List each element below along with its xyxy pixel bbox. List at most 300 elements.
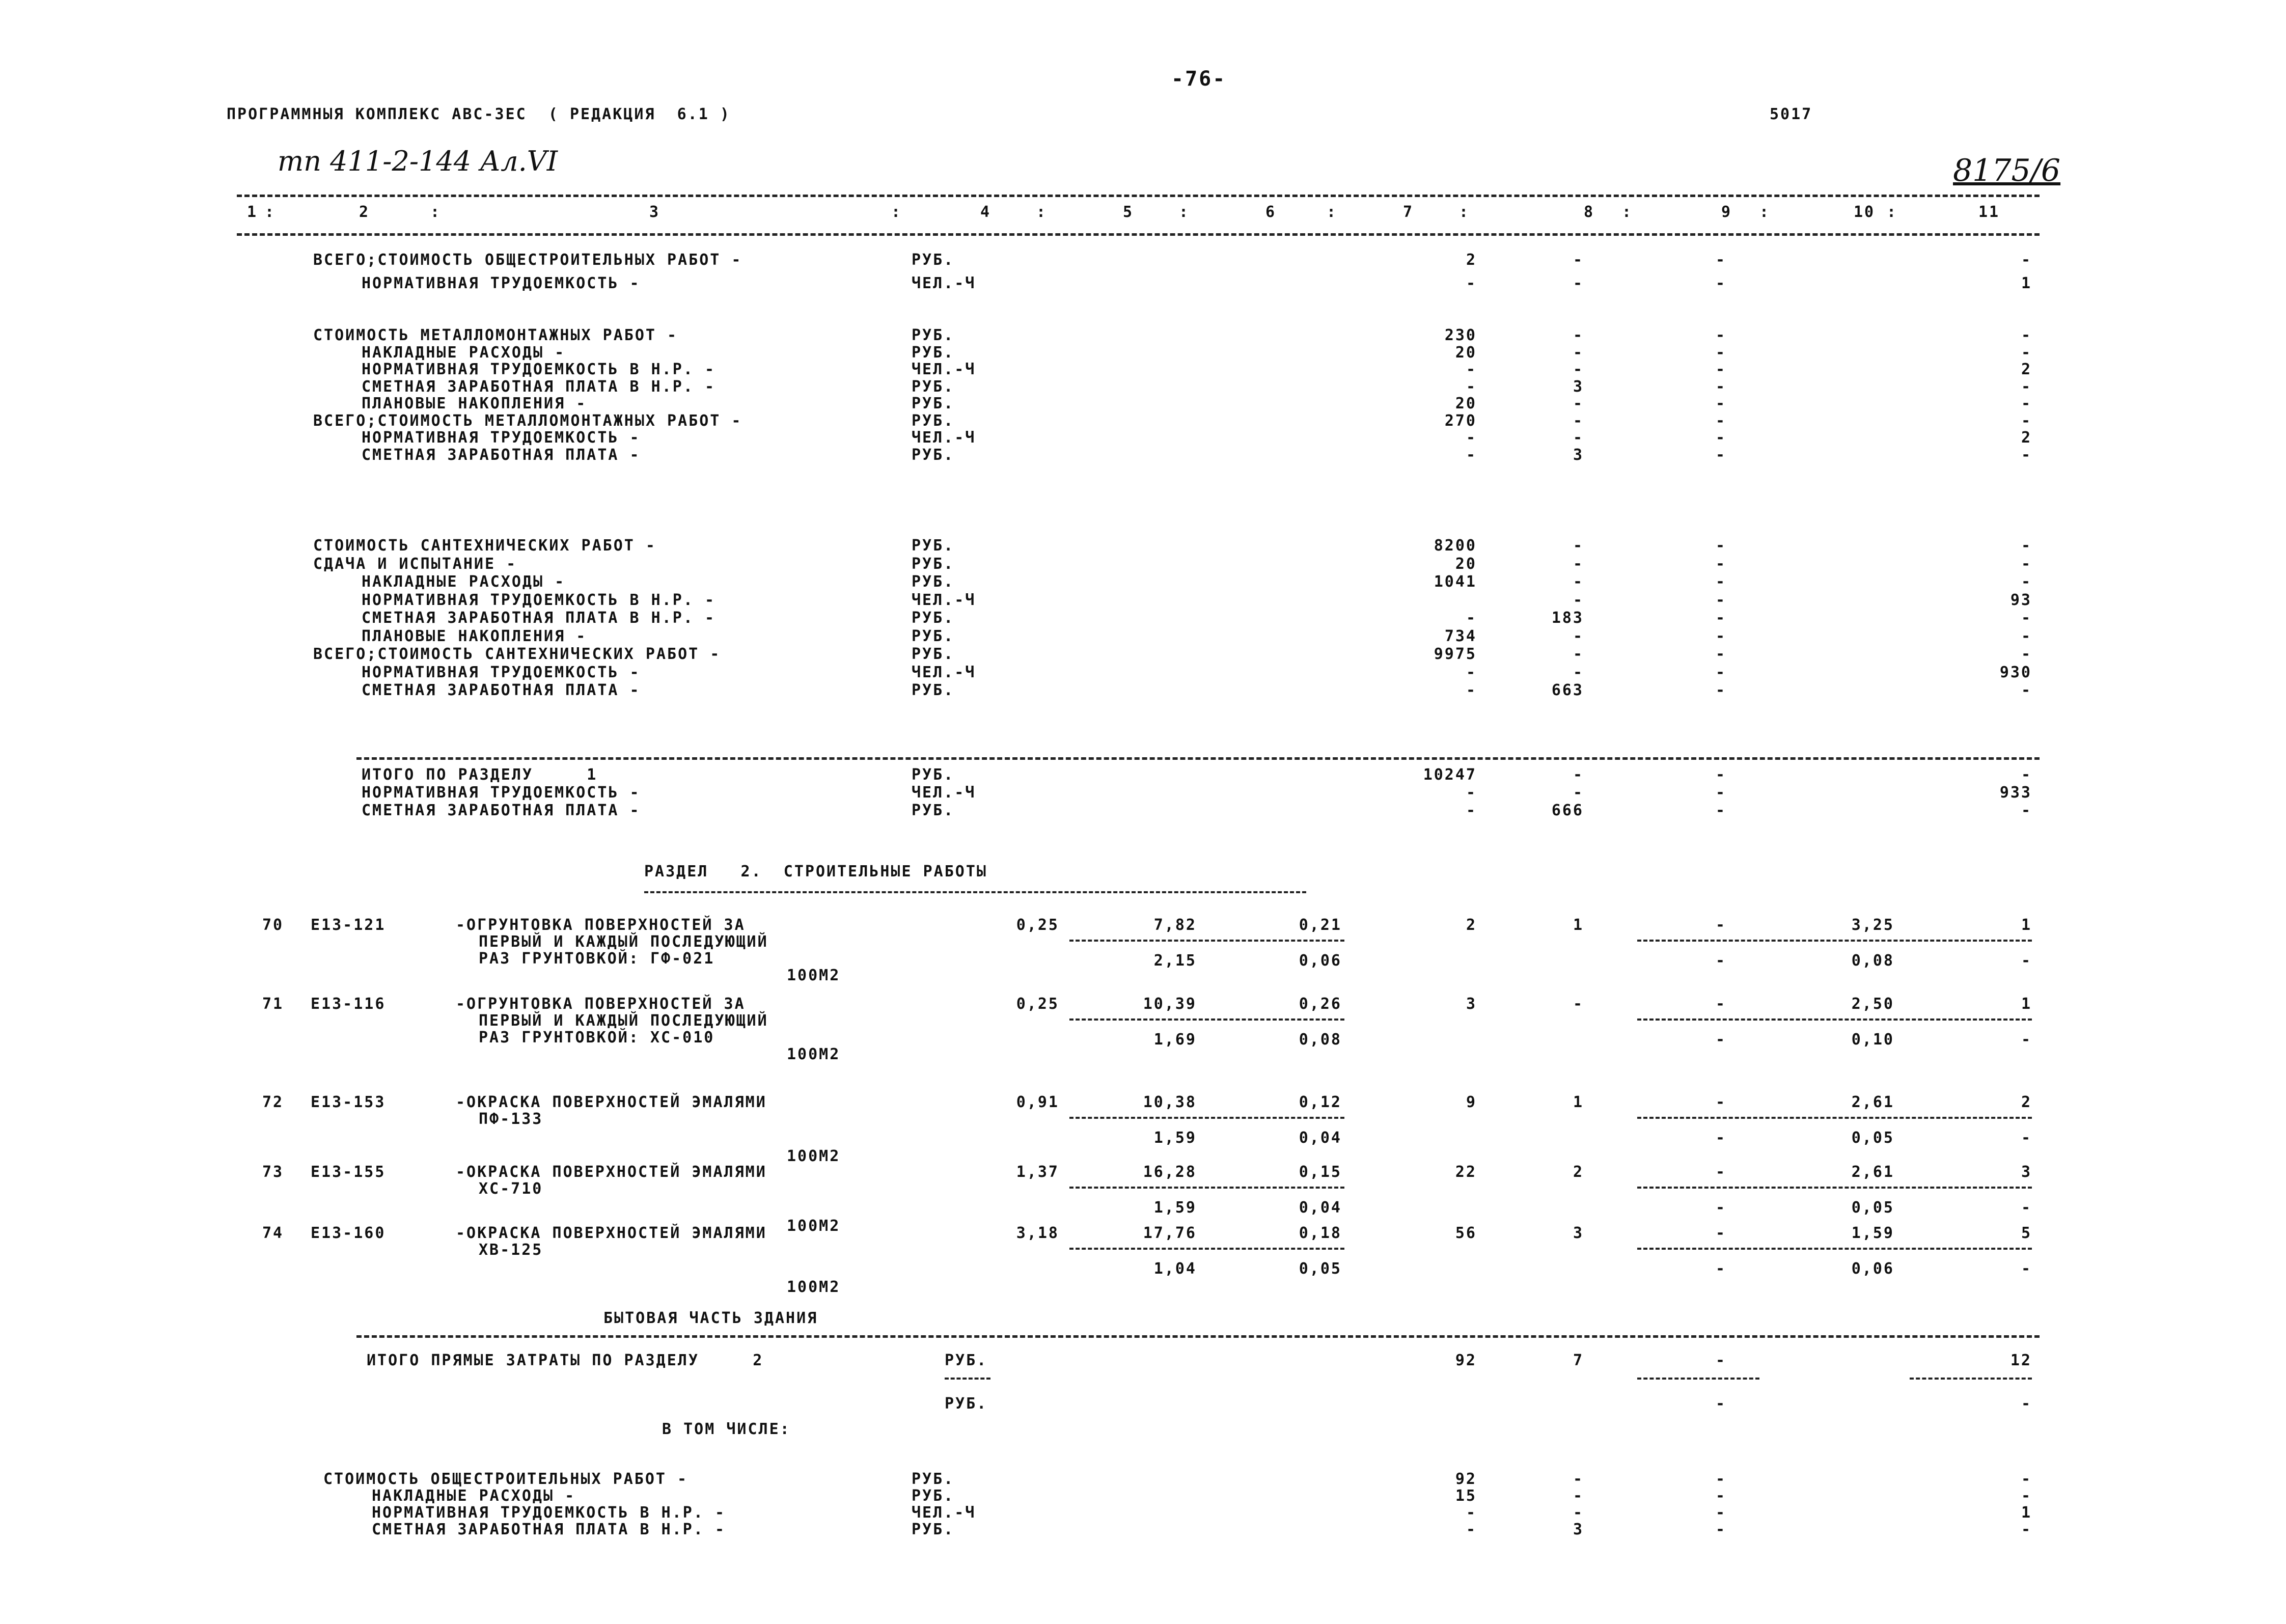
estimate-item-71-col6-total: 0,26 [1299, 995, 1342, 1013]
estimate-item-74-col9-sub: - [1715, 1260, 1726, 1278]
plumbing-works-row-col8: - [1573, 627, 1584, 645]
column-separator: : [891, 203, 902, 221]
plumbing-works-row-unit: РУБ. [912, 609, 955, 627]
estimate-item-71-number: 71 [262, 995, 284, 1013]
estimate-item-70-description: ПЕРВЫЙ И КАЖДЫЙ ПОСЛЕДУЮЩИЙ [479, 933, 768, 951]
estimate-item-73-col11-sub: - [2021, 1199, 2032, 1217]
metal-works-row-col9: - [1715, 411, 1726, 430]
estimate-item-72-number: 72 [262, 1093, 284, 1111]
estimate-item-72-description: ПФ-133 [479, 1110, 543, 1128]
metal-works-row-col11: - [2021, 326, 2032, 344]
estimate-item-74-col9: - [1715, 1224, 1726, 1242]
plumbing-works-row-col11: 93 [2010, 591, 2032, 609]
estimate-item-72-description: -ОКРАСКА ПОВЕРХНОСТЕЙ ЭМАЛЯМИ [456, 1093, 767, 1111]
estimate-item-70-col6-total: 0,21 [1299, 916, 1342, 934]
estimate-item-71-col8: - [1573, 995, 1584, 1013]
general-works-section2-row-unit: РУБ. [912, 1521, 955, 1538]
estimate-item-73-sub-rule-right [1637, 1187, 2032, 1189]
general-works-row-col8: - [1573, 251, 1584, 269]
plumbing-works-row-col9: - [1715, 663, 1726, 681]
page-number: -76- [1171, 67, 1227, 91]
general-works-section2-row-unit: ЧЕЛ.-Ч [912, 1504, 976, 1522]
estimate-item-71-col10-total: 2,50 [1851, 995, 1894, 1013]
metal-works-row-unit: РУБ. [912, 446, 955, 464]
general-works-row-col8: - [1573, 274, 1584, 292]
general-works-row-col9: - [1715, 274, 1726, 292]
plumbing-works-row-col9: - [1715, 645, 1726, 663]
estimate-item-73-col9: - [1715, 1163, 1726, 1181]
handwritten-project: тп 411-2-144 Ал.VI [278, 145, 558, 177]
estimate-item-73-description: -ОКРАСКА ПОВЕРХНОСТЕЙ ЭМАЛЯМИ [456, 1163, 767, 1181]
estimate-item-71-col10-wage: 0,10 [1851, 1031, 1894, 1049]
section1-total-row-col8: - [1573, 784, 1584, 802]
estimate-item-73-col10-total: 2,61 [1851, 1163, 1894, 1181]
plumbing-works-row-col7: - [1466, 609, 1477, 627]
estimate-item-71-col4: 0,25 [1016, 995, 1059, 1013]
plumbing-works-row-col9: - [1715, 537, 1726, 555]
estimate-item-71-col5-total: 10,39 [1143, 995, 1197, 1013]
section1-total-rule [356, 757, 2040, 760]
general-works-section2-row-col8: - [1573, 1504, 1584, 1522]
plumbing-works-row-col8: 663 [1551, 681, 1584, 699]
program-header: ПРОГРАММНЫЯ КОМПЛЕКС АВС-3ЕС ( РЕДАКЦИЯ 6.1 ) [227, 105, 731, 123]
including-label: В ТОМ ЧИСЛЕ: [662, 1420, 791, 1438]
general-works-section2-row-col9: - [1715, 1470, 1726, 1488]
general-works-section2-row-col8: - [1573, 1470, 1584, 1488]
plumbing-works-row-col11: - [2021, 681, 2032, 699]
estimate-item-70-col9-sub: - [1715, 952, 1726, 970]
metal-works-row-col11: 2 [2021, 361, 2032, 378]
section2-title-rule [644, 891, 1306, 893]
general-works-section2-row-unit: РУБ. [912, 1470, 955, 1488]
general-works-section2-row-unit: РУБ. [912, 1487, 955, 1505]
plumbing-works-row-col9: - [1715, 555, 1726, 573]
estimate-item-71-unit: 100М2 [787, 1045, 841, 1063]
estimate-item-74-col11-sub: - [2021, 1260, 2032, 1278]
section2-total-col9: - [1715, 1352, 1726, 1369]
subsection-label: БЫТОВАЯ ЧАСТЬ ЗДАНИЯ [603, 1309, 818, 1327]
section2-total-col11: 12 [2010, 1352, 2032, 1369]
estimate-item-74-number: 74 [262, 1224, 284, 1242]
section1-total-row-col8: 666 [1551, 802, 1584, 819]
metal-works-row-col7: 270 [1444, 411, 1477, 430]
estimate-item-71-col9-sub: - [1715, 1031, 1726, 1049]
plumbing-works-row-col7: - [1466, 663, 1477, 681]
estimate-item-73-number: 73 [262, 1163, 284, 1181]
metal-works-row-label: НОРМАТИВНАЯ ТРУДОЕМКОСТЬ В Н.Р. - [362, 361, 716, 378]
general-works-row-col9: - [1715, 251, 1726, 269]
plumbing-works-row-label: СДАЧА И ИСПЫТАНИЕ - [313, 555, 517, 573]
plumbing-works-row-col8: - [1573, 555, 1584, 573]
section2-total-unit-rule [945, 1378, 990, 1380]
section2-total-rule [356, 1335, 2040, 1338]
metal-works-row-col7: - [1466, 361, 1477, 378]
metal-works-row-unit: ЧЕЛ.-Ч [912, 429, 976, 447]
metal-works-row-label: СТОИМОСТЬ МЕТАЛЛОМОНТАЖНЫХ РАБОТ - [313, 326, 678, 344]
section1-total-row-label: НОРМАТИВНАЯ ТРУДОЕМКОСТЬ - [362, 784, 641, 802]
estimate-item-73-col6-total: 0,15 [1299, 1163, 1342, 1181]
section1-total-row-col9: - [1715, 784, 1726, 802]
estimate-item-72-col8: 1 [1573, 1093, 1584, 1111]
estimate-item-70-col10-wage: 0,08 [1851, 952, 1894, 970]
metal-works-row-col7: - [1466, 446, 1477, 464]
column-separator: : [1887, 203, 1898, 221]
estimate-item-72-sub-rule-right [1637, 1117, 2032, 1119]
general-works-section2-row-col11: - [2021, 1470, 2032, 1488]
estimate-item-70-col11: 1 [2021, 916, 2032, 934]
plumbing-works-row-col11: - [2021, 609, 2032, 627]
estimate-item-73-col5-wage: 1,59 [1153, 1199, 1197, 1217]
plumbing-works-row-col11: - [2021, 573, 2032, 591]
estimate-item-74-col7: 56 [1455, 1224, 1477, 1242]
general-works-section2-row-col8: 3 [1573, 1521, 1584, 1538]
general-works-section2-row-col7: 15 [1455, 1487, 1477, 1505]
metal-works-row-col8: - [1573, 411, 1584, 430]
plumbing-works-row-col9: - [1715, 609, 1726, 627]
estimate-item-71-col5-wage: 1,69 [1153, 1031, 1197, 1049]
estimate-item-73-col6-wage: 0,04 [1299, 1199, 1342, 1217]
metal-works-row-col9: - [1715, 429, 1726, 447]
estimate-item-73-code: Е13-155 [311, 1163, 386, 1181]
plumbing-works-row-col7: 9975 [1434, 645, 1477, 663]
metal-works-row-col7: 20 [1455, 343, 1477, 362]
estimate-item-70-col5-total: 7,82 [1153, 916, 1197, 934]
section2-total-unit: РУБ. [945, 1352, 988, 1369]
general-works-section2-row-col7: 92 [1455, 1470, 1477, 1488]
estimate-item-70-col10-total: 3,25 [1851, 916, 1894, 934]
estimate-item-73-col9-sub: - [1715, 1199, 1726, 1217]
estimate-item-73-col10-wage: 0,05 [1851, 1199, 1894, 1217]
metal-works-row-col11: - [2021, 343, 2032, 362]
metal-works-row-col11: - [2021, 395, 2032, 412]
estimate-item-70-col4: 0,25 [1016, 916, 1059, 934]
general-works-section2-row-label: НОРМАТИВНАЯ ТРУДОЕМКОСТЬ В Н.Р. - [372, 1504, 726, 1522]
estimate-item-71-sub-rule-right [1637, 1019, 2032, 1021]
metal-works-row-label: НОРМАТИВНАЯ ТРУДОЕМКОСТЬ - [362, 429, 641, 447]
plumbing-works-row-unit: РУБ. [912, 573, 955, 591]
plumbing-works-row-col7: 734 [1444, 627, 1477, 645]
section2-total-col7: 92 [1455, 1352, 1477, 1369]
plumbing-works-row-label: СМЕТНАЯ ЗАРАБОТНАЯ ПЛАТА - [362, 681, 641, 699]
metal-works-row-col8: - [1573, 361, 1584, 378]
metal-works-row-col8: - [1573, 429, 1584, 447]
plumbing-works-row-unit: РУБ. [912, 555, 955, 573]
estimate-item-71-col7: 3 [1466, 995, 1477, 1013]
estimate-item-72-col4: 0,91 [1016, 1093, 1059, 1111]
metal-works-row-col8: - [1573, 395, 1584, 412]
metal-works-row-unit: РУБ. [912, 411, 955, 430]
estimate-item-74-description: -ОКРАСКА ПОВЕРХНОСТЕЙ ЭМАЛЯМИ [456, 1224, 767, 1242]
estimate-item-72-col5-total: 10,38 [1143, 1093, 1197, 1111]
general-works-section2-row-col7: - [1466, 1504, 1477, 1522]
plumbing-works-row-label: НОРМАТИВНАЯ ТРУДОЕМКОСТЬ В Н.Р. - [362, 591, 716, 609]
metal-works-row-col11: - [2021, 446, 2032, 464]
column-separator: : [430, 203, 442, 221]
estimate-item-71-col11-sub: - [2021, 1031, 2032, 1049]
estimate-item-72-unit: 100М2 [787, 1147, 841, 1165]
estimate-item-70-col9: - [1715, 916, 1726, 934]
plumbing-works-row-unit: РУБ. [912, 627, 955, 645]
estimate-item-72-code: Е13-153 [311, 1093, 386, 1111]
general-works-row-col7: 2 [1466, 251, 1477, 269]
column-separator: : [265, 203, 276, 221]
general-works-section2-row-col11: - [2021, 1487, 2032, 1505]
estimate-item-74-col4: 3,18 [1016, 1224, 1059, 1242]
plumbing-works-row-unit: ЧЕЛ.-Ч [912, 591, 976, 609]
estimate-item-74-col8: 3 [1573, 1224, 1584, 1242]
estimate-item-72-col10-wage: 0,05 [1851, 1129, 1894, 1147]
section2-total-label: ИТОГО ПРЯМЫЕ ЗАТРАТЫ ПО РАЗДЕЛУ 2 [367, 1352, 764, 1369]
metal-works-row-col9: - [1715, 326, 1726, 344]
section1-total-row-col7: - [1466, 784, 1477, 802]
estimate-item-74-col11: 5 [2021, 1224, 2032, 1242]
sheet-code: 5017 [1770, 105, 1813, 123]
general-works-section2-row-label: НАКЛАДНЫЕ РАСХОДЫ - [372, 1487, 576, 1505]
plumbing-works-row-col9: - [1715, 573, 1726, 591]
metal-works-row-col11: - [2021, 377, 2032, 396]
plumbing-works-row-col11: - [2021, 537, 2032, 555]
column-separator: : [1759, 203, 1771, 221]
estimate-item-72-col9-sub: - [1715, 1129, 1726, 1147]
handwritten-code: 8175/6 [1953, 153, 2061, 188]
column-header-3: 3 [649, 203, 660, 221]
plumbing-works-row-label: СМЕТНАЯ ЗАРАБОТНАЯ ПЛАТА В Н.Р. - [362, 609, 716, 627]
estimate-item-70-description: РАЗ ГРУНТОВКОЙ: ГФ-021 [479, 950, 715, 968]
section2-total-col9-sub: - [1715, 1395, 1726, 1413]
metal-works-row-col7: 230 [1444, 326, 1477, 344]
estimate-item-70-col11-sub: - [2021, 952, 2032, 970]
estimate-item-73-unit: 100М2 [787, 1217, 841, 1235]
estimate-item-74-col5-total: 17,76 [1143, 1224, 1197, 1242]
general-works-section2-row-col7: - [1466, 1521, 1477, 1538]
estimate-item-72-col10-total: 2,61 [1851, 1093, 1894, 1111]
section2-total-unit-sub: РУБ. [945, 1395, 988, 1413]
section1-total-row-col11: - [2021, 766, 2032, 784]
column-separator: : [1622, 203, 1633, 221]
metal-works-row-col7: - [1466, 429, 1477, 447]
estimate-item-74-sub-rule [1069, 1248, 1344, 1250]
estimate-item-73-description: ХС-710 [479, 1180, 543, 1198]
estimate-item-73-sub-rule [1069, 1187, 1344, 1189]
section1-total-row-unit: РУБ. [912, 766, 955, 784]
estimate-item-73-col11: 3 [2021, 1163, 2032, 1181]
section1-total-row-label: ИТОГО ПО РАЗДЕЛУ 1 [362, 766, 598, 784]
estimate-item-72-col6-total: 0,12 [1299, 1093, 1342, 1111]
general-works-section2-row-label: СТОИМОСТЬ ОБЩЕСТРОИТЕЛЬНЫХ РАБОТ - [323, 1470, 688, 1488]
estimate-item-70-description: -ОГРУНТОВКА ПОВЕРХНОСТЕЙ ЗА [456, 916, 746, 934]
section2-total-col11-rule [1910, 1378, 2032, 1380]
plumbing-works-row-col7: - [1466, 681, 1477, 699]
metal-works-row-col9: - [1715, 395, 1726, 412]
metal-works-row-unit: РУБ. [912, 395, 955, 412]
general-works-row-col7: - [1466, 274, 1477, 292]
column-separator: : [1179, 203, 1190, 221]
plumbing-works-row-label: НАКЛАДНЫЕ РАСХОДЫ - [362, 573, 566, 591]
plumbing-works-row-col8: - [1573, 537, 1584, 555]
column-header-7: 7 [1403, 203, 1414, 221]
plumbing-works-row-label: СТОИМОСТЬ САНТЕХНИЧЕСКИХ РАБОТ - [313, 537, 656, 555]
plumbing-works-row-col11: 930 [1999, 663, 2032, 681]
plumbing-works-row-col7: 1041 [1434, 573, 1477, 591]
general-works-section2-row-label: СМЕТНАЯ ЗАРАБОТНАЯ ПЛАТА В Н.Р. - [372, 1521, 726, 1538]
general-works-row-col11: 1 [2021, 274, 2032, 292]
plumbing-works-row-col7: 20 [1455, 555, 1477, 573]
metal-works-row-col8: 3 [1573, 446, 1584, 464]
column-separator: : [1036, 203, 1048, 221]
estimate-item-72-col5-wage: 1,59 [1153, 1129, 1197, 1147]
plumbing-works-row-unit: ЧЕЛ.-Ч [912, 663, 976, 681]
section2-total-col8: 7 [1573, 1352, 1584, 1369]
general-works-section2-row-col9: - [1715, 1521, 1726, 1538]
metal-works-row-col7: 20 [1455, 395, 1477, 412]
column-header-1: 1 [247, 203, 258, 221]
metal-works-row-label: НАКЛАДНЫЕ РАСХОДЫ - [362, 343, 566, 362]
plumbing-works-row-col11: - [2021, 627, 2032, 645]
section1-total-row-unit: ЧЕЛ.-Ч [912, 784, 976, 802]
plumbing-works-row-col8: - [1573, 591, 1584, 609]
metal-works-row-col11: - [2021, 411, 2032, 430]
metal-works-row-unit: ЧЕЛ.-Ч [912, 361, 976, 378]
metal-works-row-label: ВСЕГО;СТОИМОСТЬ МЕТАЛЛОМОНТАЖНЫХ РАБОТ - [313, 411, 742, 430]
estimate-item-73-col8: 2 [1573, 1163, 1584, 1181]
metal-works-row-label: СМЕТНАЯ ЗАРАБОТНАЯ ПЛАТА В Н.Р. - [362, 377, 716, 396]
general-works-row-label: НОРМАТИВНАЯ ТРУДОЕМКОСТЬ - [362, 274, 641, 292]
plumbing-works-row-col8: - [1573, 645, 1584, 663]
general-works-section2-row-col11: - [2021, 1521, 2032, 1538]
section2-title: РАЗДЕЛ 2. СТРОИТЕЛЬНЫЕ РАБОТЫ [644, 863, 987, 880]
estimate-item-71-description: ПЕРВЫЙ И КАЖДЫЙ ПОСЛЕДУЮЩИЙ [479, 1012, 768, 1030]
estimate-item-70-code: Е13-121 [311, 916, 386, 934]
plumbing-works-row-unit: РУБ. [912, 681, 955, 699]
general-works-section2-row-col8: - [1573, 1487, 1584, 1505]
estimate-item-71-col11: 1 [2021, 995, 2032, 1013]
plumbing-works-row-col9: - [1715, 681, 1726, 699]
section1-total-row-label: СМЕТНАЯ ЗАРАБОТНАЯ ПЛАТА - [362, 802, 641, 819]
metal-works-row-col8: - [1573, 343, 1584, 362]
column-header-11: 11 [1978, 203, 2000, 221]
estimate-item-71-description: -ОГРУНТОВКА ПОВЕРХНОСТЕЙ ЗА [456, 995, 746, 1013]
section1-total-row-col8: - [1573, 766, 1584, 784]
estimate-item-70-col8: 1 [1573, 916, 1584, 934]
section1-total-row-col7: 10247 [1423, 766, 1477, 784]
plumbing-works-row-label: ПЛАНОВЫЕ НАКОПЛЕНИЯ - [362, 627, 587, 645]
estimate-item-71-sub-rule [1069, 1019, 1344, 1021]
estimate-item-71-description: РАЗ ГРУНТОВКОЙ: ХС-010 [479, 1029, 715, 1047]
plumbing-works-row-col9: - [1715, 627, 1726, 645]
estimate-item-72-sub-rule [1069, 1117, 1344, 1119]
estimate-item-73-col5-total: 16,28 [1143, 1163, 1197, 1181]
plumbing-works-row-col8: - [1573, 573, 1584, 591]
metal-works-row-col9: - [1715, 377, 1726, 396]
column-separator: : [1459, 203, 1470, 221]
column-header-row [237, 204, 2040, 224]
metal-works-row-col11: 2 [2021, 429, 2032, 447]
column-header-10: 10 [1854, 203, 1876, 221]
estimate-item-70-col5-wage: 2,15 [1153, 952, 1197, 970]
section1-total-row-col11: 933 [1999, 784, 2032, 802]
estimate-item-70-sub-rule [1069, 940, 1344, 942]
section2-total-col11-sub: - [2021, 1395, 2032, 1413]
plumbing-works-row-col9: - [1715, 591, 1726, 609]
estimate-item-71-col9: - [1715, 995, 1726, 1013]
estimate-item-70-unit: 100М2 [787, 967, 841, 984]
general-works-row-label: ВСЕГО;СТОИМОСТЬ ОБЩЕСТРОИТЕЛЬНЫХ РАБОТ - [313, 251, 742, 269]
metal-works-row-col9: - [1715, 343, 1726, 362]
estimate-item-74-description: ХВ-125 [479, 1241, 543, 1259]
column-header-6: 6 [1265, 203, 1277, 221]
column-separator: : [1327, 203, 1338, 221]
metal-works-row-unit: РУБ. [912, 343, 955, 362]
estimate-item-72-col7: 9 [1466, 1093, 1477, 1111]
general-works-section2-row-col11: 1 [2021, 1504, 2032, 1522]
estimate-item-70-col7: 2 [1466, 916, 1477, 934]
estimate-item-74-col10-total: 1,59 [1851, 1224, 1894, 1242]
estimate-item-73-col7: 22 [1455, 1163, 1477, 1181]
estimate-item-74-unit: 100М2 [787, 1278, 841, 1296]
estimate-item-72-col11: 2 [2021, 1093, 2032, 1111]
plumbing-works-row-col11: - [2021, 645, 2032, 663]
estimate-item-72-col9: - [1715, 1093, 1726, 1111]
section2-total-col9-rule [1637, 1378, 1759, 1380]
plumbing-works-row-col8: 183 [1551, 609, 1584, 627]
metal-works-row-col9: - [1715, 361, 1726, 378]
estimate-item-72-col6-wage: 0,04 [1299, 1129, 1342, 1147]
column-header-9: 9 [1721, 203, 1732, 221]
metal-works-row-unit: РУБ. [912, 326, 955, 344]
section1-total-row-col9: - [1715, 802, 1726, 819]
plumbing-works-row-col7: 8200 [1434, 537, 1477, 555]
plumbing-works-row-unit: РУБ. [912, 537, 955, 555]
plumbing-works-row-col8: - [1573, 663, 1584, 681]
estimate-item-70-col6-wage: 0,06 [1299, 952, 1342, 970]
plumbing-works-row-label: ВСЕГО;СТОИМОСТЬ САНТЕХНИЧЕСКИХ РАБОТ - [313, 645, 721, 663]
estimate-item-74-col6-wage: 0,05 [1299, 1260, 1342, 1278]
plumbing-works-row-unit: РУБ. [912, 645, 955, 663]
metal-works-row-col8: - [1573, 326, 1584, 344]
section1-total-row-col9: - [1715, 766, 1726, 784]
column-header-2: 2 [359, 203, 370, 221]
general-works-row-unit: ЧЕЛ.-Ч [912, 274, 976, 292]
general-works-section2-row-col9: - [1715, 1504, 1726, 1522]
metal-works-row-unit: РУБ. [912, 377, 955, 396]
metal-works-row-col9: - [1715, 446, 1726, 464]
general-works-row-col11: - [2021, 251, 2032, 269]
estimate-item-72-col11-sub: - [2021, 1129, 2032, 1147]
section1-total-row-col11: - [2021, 802, 2032, 819]
header-top-rule [237, 195, 2040, 197]
estimate-item-70-sub-rule-right [1637, 940, 2032, 942]
metal-works-row-col8: 3 [1573, 377, 1584, 396]
section1-total-row-col7: - [1466, 802, 1477, 819]
estimate-item-70-number: 70 [262, 916, 284, 934]
metal-works-row-col7: - [1466, 377, 1477, 396]
column-header-5: 5 [1123, 203, 1134, 221]
plumbing-works-row-label: НОРМАТИВНАЯ ТРУДОЕМКОСТЬ - [362, 663, 641, 681]
column-header-4: 4 [980, 203, 991, 221]
section1-total-row-unit: РУБ. [912, 802, 955, 819]
estimate-item-74-col6-total: 0,18 [1299, 1224, 1342, 1242]
estimate-item-74-col5-wage: 1,04 [1153, 1260, 1197, 1278]
estimate-item-74-col10-wage: 0,06 [1851, 1260, 1894, 1278]
general-works-row-unit: РУБ. [912, 251, 955, 269]
estimate-item-74-sub-rule-right [1637, 1248, 2032, 1250]
general-works-section2-row-col9: - [1715, 1487, 1726, 1505]
estimate-item-74-code: Е13-160 [311, 1224, 386, 1242]
header-bottom-rule [237, 233, 2040, 236]
column-header-8: 8 [1584, 203, 1595, 221]
metal-works-row-label: ПЛАНОВЫЕ НАКОПЛЕНИЯ - [362, 395, 587, 412]
metal-works-row-label: СМЕТНАЯ ЗАРАБОТНАЯ ПЛАТА - [362, 446, 641, 464]
